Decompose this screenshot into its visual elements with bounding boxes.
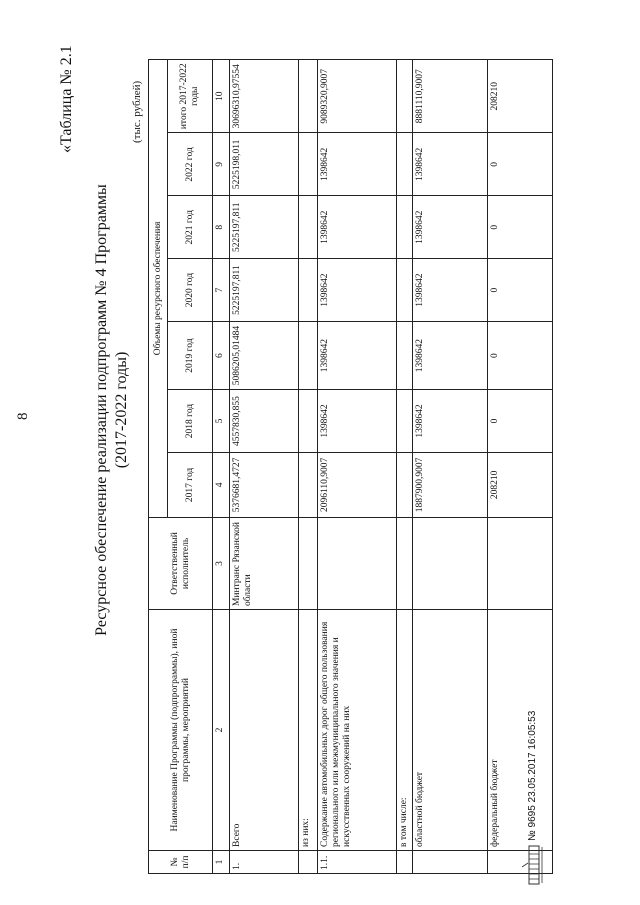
header-year: 2017 год xyxy=(168,452,213,517)
index-row xyxy=(213,60,230,874)
row-executor xyxy=(488,517,553,609)
row-value xyxy=(299,259,318,322)
row-num: 1.1. xyxy=(318,850,397,873)
row-value: 5086205,01484 xyxy=(230,322,299,390)
registration-stamp-icon xyxy=(520,845,546,885)
header-name: Наименование Программы (подпрограммы), иной программы, мероприятий xyxy=(149,610,213,851)
row-total: 30696310,97554 xyxy=(230,60,299,133)
row-value: 1398642 xyxy=(318,133,397,196)
row-value: 1398642 xyxy=(318,196,397,259)
row-value xyxy=(397,259,413,322)
index-cell: 4 xyxy=(213,452,230,517)
header-year: 2019 год xyxy=(168,322,213,390)
row-value xyxy=(397,452,413,517)
row-value: 1398642 xyxy=(413,322,488,390)
row-executor xyxy=(397,517,413,609)
row-value: 5225197,811 xyxy=(230,259,299,322)
table-row xyxy=(230,60,299,874)
table-row xyxy=(397,60,413,874)
row-value xyxy=(299,133,318,196)
header-volumes: Объемы ресурсного обеспечения xyxy=(149,60,168,518)
row-value: 5225197,811 xyxy=(230,196,299,259)
row-executor xyxy=(318,517,397,609)
row-value xyxy=(397,196,413,259)
header-total: итого 2017-2022 годы xyxy=(168,60,213,133)
registration-number: № 9695 23.05.2017 16:05:53 xyxy=(527,710,538,841)
row-name: из них: xyxy=(299,610,318,851)
index-cell: 7 xyxy=(213,259,230,322)
header-year: 2020 год xyxy=(168,259,213,322)
row-total xyxy=(299,60,318,133)
index-cell: 1 xyxy=(213,850,230,873)
table-row xyxy=(488,60,553,874)
index-cell: 5 xyxy=(213,390,230,453)
row-value: 1398642 xyxy=(413,259,488,322)
units-label: (тыс. рублей) xyxy=(131,80,143,143)
row-value: 5225198,011 xyxy=(230,133,299,196)
row-num: 1. xyxy=(230,850,299,873)
index-cell: 2 xyxy=(213,610,230,851)
row-value: 1887900,9007 xyxy=(413,452,488,517)
header-num: № п/п xyxy=(149,850,213,873)
header-year: 2018 год xyxy=(168,390,213,453)
table-row xyxy=(318,60,397,874)
row-name: областной бюджет xyxy=(413,610,488,851)
document-title xyxy=(92,175,132,645)
row-value xyxy=(397,322,413,390)
row-value: 1398642 xyxy=(318,390,397,453)
row-value xyxy=(397,133,413,196)
row-num xyxy=(299,850,318,873)
row-value: 1398642 xyxy=(318,259,397,322)
index-cell: 10 xyxy=(213,60,230,133)
table-row xyxy=(299,60,318,874)
row-name: Всего xyxy=(230,610,299,851)
row-executor xyxy=(299,517,318,609)
resource-table xyxy=(148,59,553,874)
row-total xyxy=(397,60,413,133)
row-value: 0 xyxy=(488,196,553,259)
index-cell: 6 xyxy=(213,322,230,390)
title-line-1: Ресурсное обеспечение реализации подпрограмм № 4 Программы xyxy=(93,184,110,636)
row-num xyxy=(397,850,413,873)
row-value: 5376681,4727 xyxy=(230,452,299,517)
row-value: 1398642 xyxy=(318,322,397,390)
row-value: 2096110,9007 xyxy=(318,452,397,517)
row-value: 0 xyxy=(488,259,553,322)
page-number: 8 xyxy=(15,412,31,420)
row-value xyxy=(299,452,318,517)
table-row xyxy=(413,60,488,874)
row-value: 0 xyxy=(488,133,553,196)
row-total: 9089320,9007 xyxy=(318,60,397,133)
header-year: 2021 год xyxy=(168,196,213,259)
title-line-2: (2017-2022 годы) xyxy=(113,351,130,469)
row-name: федеральный бюджет xyxy=(488,610,553,851)
row-total: 208210 xyxy=(488,60,553,133)
row-value: 4557830,855 xyxy=(230,390,299,453)
row-executor xyxy=(413,517,488,609)
row-value: 1398642 xyxy=(413,390,488,453)
row-value: 208210 xyxy=(488,452,553,517)
row-value xyxy=(299,322,318,390)
row-total: 8881110,9007 xyxy=(413,60,488,133)
row-value xyxy=(397,390,413,453)
row-value: 0 xyxy=(488,390,553,453)
header-executor: Ответственный исполнитель xyxy=(149,517,213,609)
row-name: Содержание автомобильных дорог общего пользования регионального или межмуниципального значения и искусственных сооружений на них xyxy=(318,610,397,851)
row-value: 1398642 xyxy=(413,196,488,259)
index-cell: 3 xyxy=(213,517,230,609)
header-year: 2022 год xyxy=(168,133,213,196)
row-value: 0 xyxy=(488,322,553,390)
row-value: 1398642 xyxy=(413,133,488,196)
index-cell: 8 xyxy=(213,196,230,259)
row-name: в том числе: xyxy=(397,610,413,851)
row-num xyxy=(413,850,488,873)
row-value xyxy=(299,390,318,453)
row-executor: Минтранс Рязанской области xyxy=(230,517,299,609)
table-reference: «Таблица № 2.1 xyxy=(58,45,75,153)
row-value xyxy=(299,196,318,259)
index-cell: 9 xyxy=(213,133,230,196)
